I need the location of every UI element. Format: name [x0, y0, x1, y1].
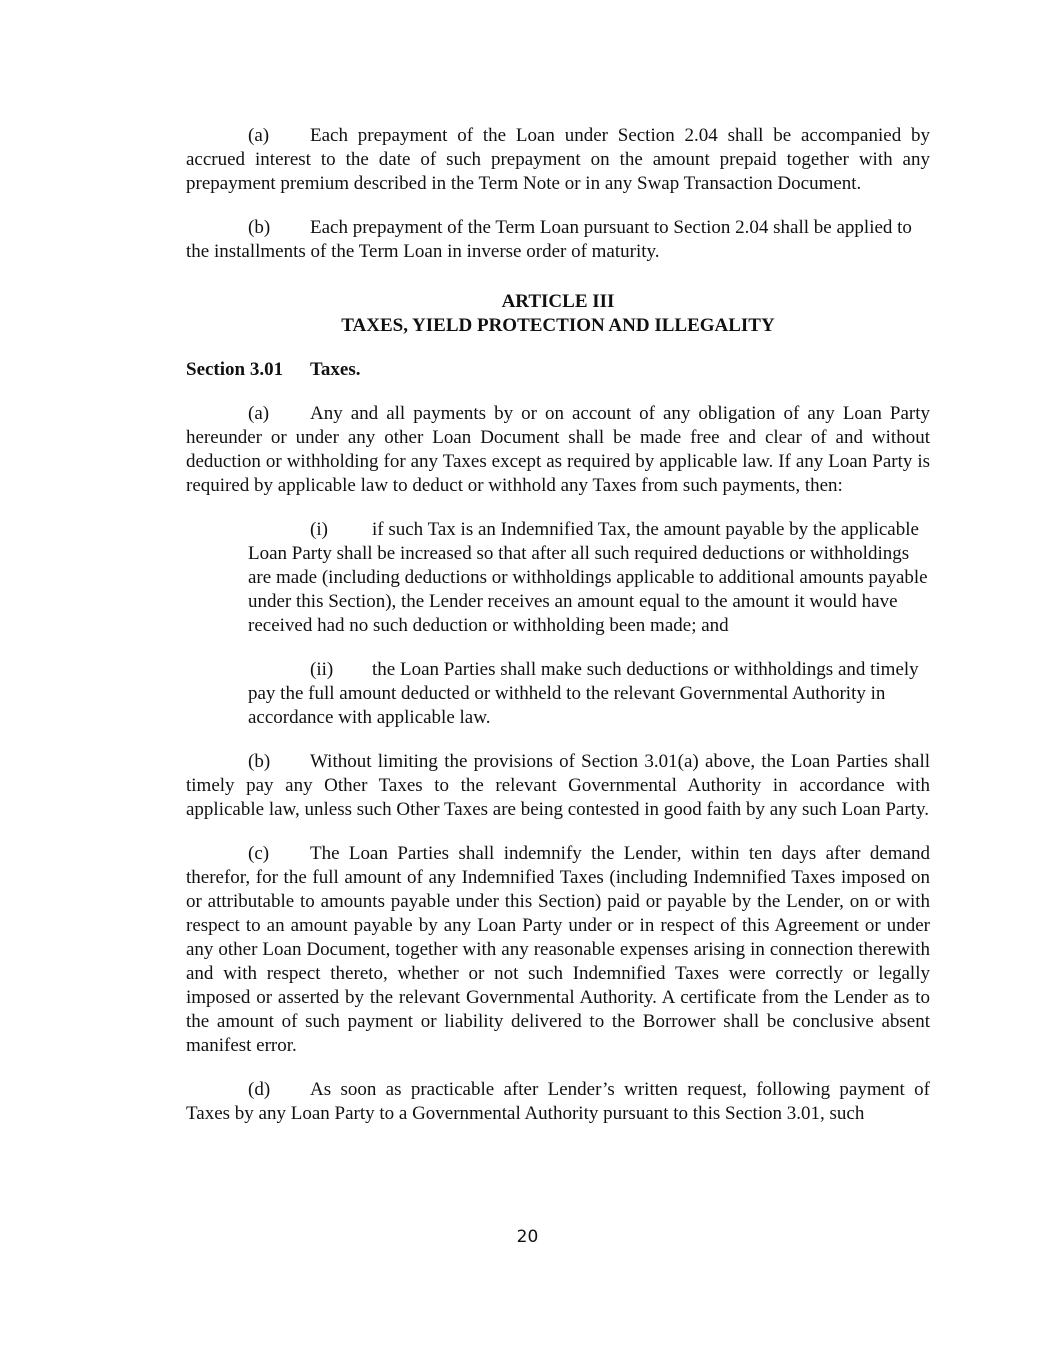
paragraph-number: (a) [248, 125, 270, 146]
paragraph-text: As soon as practicable after Lender’s written request, following payment of Taxes by any Loan Party to a Governmental Authority pursuant to this Section 3.01, such [186, 1079, 930, 1124]
subparagraph-taxes-a-i [248, 518, 930, 638]
paragraph-taxes-d [186, 1078, 930, 1126]
subparagraph-text: if such Tax is an Indemnified Tax, the amount payable by the applicable Loan Party shall be increased so that after all such required deductions or withholdings are made (including deductions or withholdings applicable to additional amounts payable under this Section), the Lender receives an amount equal to the amount it would have received had no such deduction or withholding been made; and [248, 519, 928, 636]
paragraph-number: (a) [248, 403, 270, 424]
paragraph-taxes-b [186, 750, 930, 822]
paragraph-taxes-c [186, 842, 930, 1058]
subparagraph-number: (i) [310, 519, 328, 540]
paragraph-number: (b) [248, 217, 271, 238]
paragraph-number: (b) [248, 751, 271, 772]
section-number: Section 3.01 [186, 359, 284, 380]
article-heading [186, 290, 930, 338]
section-heading [186, 358, 930, 382]
document-body [186, 124, 930, 1146]
paragraph-taxes-a [186, 402, 930, 498]
paragraph-text: Each prepayment of the Loan under Section 2.04 shall be accompanied by accrued interest to the date of such prepayment on the amount prepaid together with any prepayment premium described in the Term Note or in any Swap Transaction Document. [186, 125, 930, 194]
article-number: ARTICLE III [501, 291, 615, 312]
subparagraph-number: (ii) [310, 659, 334, 680]
paragraph-text: Each prepayment of the Term Loan pursuant to Section 2.04 shall be applied to the installments of the Term Loan in inverse order of maturity. [186, 217, 912, 262]
paragraph-text: The Loan Parties shall indemnify the Lender, within ten days after demand therefor, for the full amount of any Indemnified Taxes (including Indemnified Taxes imposed on or attributable to amounts payable under this Section) paid or payable by the Lender, on or with respect to an amount payable by any Loan Party under or in respect of this Agreement or under any other Loan Document, together with any reasonable expenses arising in connection therewith and with respect thereto, whether or not such Indemnified Taxes were correctly or legally imposed or asserted by the relevant Governmental Authority. A certificate from the Lender as to the amount of such payment or liability delivered to the Borrower shall be conclusive absent manifest error. [186, 843, 930, 1056]
page-number: 20 [516, 1227, 539, 1247]
paragraph-number: (d) [248, 1079, 271, 1100]
article-title: TAXES, YIELD PROTECTION AND ILLEGALITY [341, 315, 775, 336]
subparagraph-text: the Loan Parties shall make such deductions or withholdings and timely pay the full amount deducted or withheld to the relevant Governmental Authority in accordance with applicable law. [248, 659, 919, 728]
section-title: Taxes. [310, 359, 361, 380]
paragraph-prepayment-a [186, 124, 930, 196]
paragraph-number: (c) [248, 843, 270, 864]
paragraph-text: Any and all payments by or on account of any obligation of any Loan Party hereunder or under any other Loan Document shall be made free and clear of and without deduction or withholding for any Taxes except as required by applicable law. If any Loan Party is required by applicable law to deduct or withhold any Taxes from such payments, then: [186, 403, 930, 496]
paragraph-prepayment-b [186, 216, 930, 264]
subparagraph-taxes-a-ii [248, 658, 930, 730]
paragraph-text: Without limiting the provisions of Section 3.01(a) above, the Loan Parties shall timely pay any Other Taxes to the relevant Governmental Authority in accordance with applicable law, unless such Other Taxes are being contested in good faith by any such Loan Party. [186, 751, 930, 820]
